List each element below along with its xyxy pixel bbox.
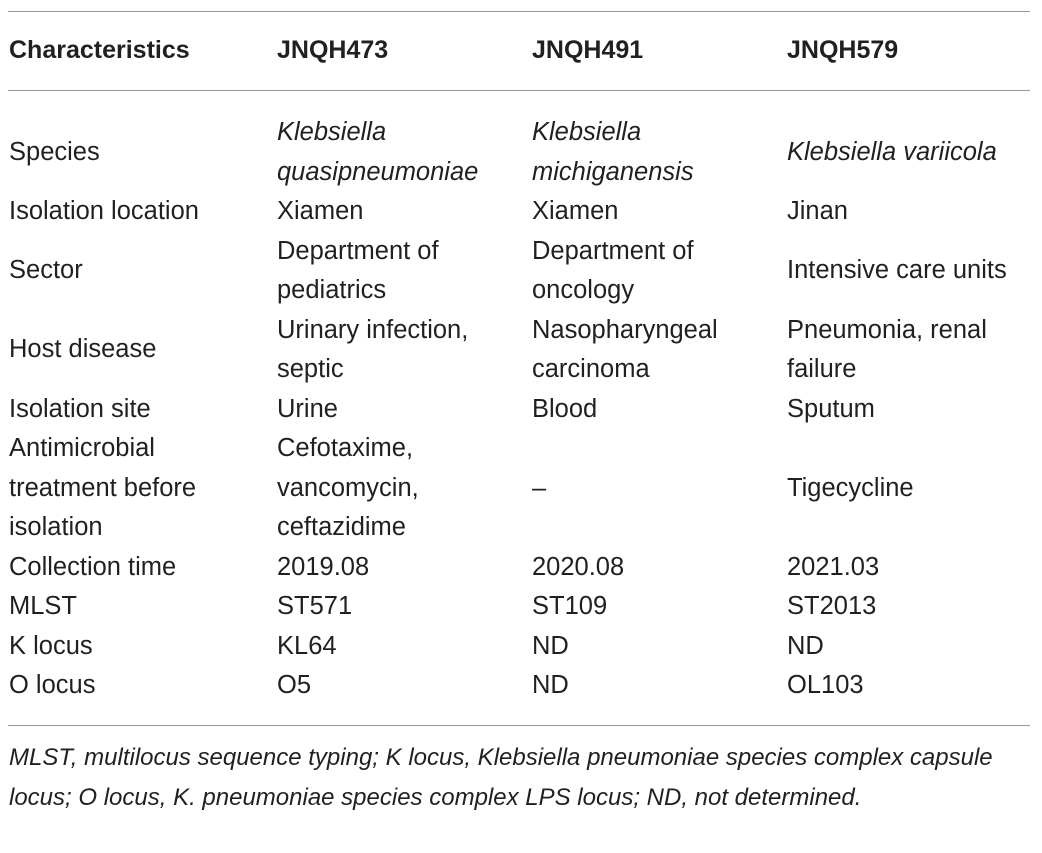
cell-text: OL103 xyxy=(787,671,864,699)
cell-text: O locus xyxy=(9,671,96,699)
cell-text: Blood xyxy=(532,394,598,423)
table-cell xyxy=(787,113,1037,192)
row-label xyxy=(9,548,271,588)
cell-text: 2020.08 xyxy=(532,552,625,581)
cell-text: Jinan xyxy=(787,197,848,225)
cell-text: Xiamen xyxy=(277,197,364,225)
header-jnqh579: JNQH579 xyxy=(787,36,899,64)
table-row xyxy=(0,192,1042,232)
table-cell xyxy=(787,548,1037,588)
cell-text: Tigecycline xyxy=(787,473,914,502)
cell-text: Sector xyxy=(9,256,83,285)
cell-text: ST109 xyxy=(532,592,608,620)
cell-text: ND xyxy=(787,631,824,660)
table-cell xyxy=(532,232,782,311)
cell-text: Host disease xyxy=(9,335,157,364)
cell-text: K locus xyxy=(9,631,93,660)
cell-text: Department of oncology xyxy=(532,236,694,304)
table-cell xyxy=(277,232,527,311)
cell-text: Klebsiella variicola xyxy=(787,137,997,166)
top-rule xyxy=(8,11,1030,12)
cell-text: Department of pediatrics xyxy=(277,236,439,304)
table-cell xyxy=(532,311,782,390)
table-cell xyxy=(787,627,1037,667)
row-label xyxy=(9,390,271,430)
table-cell xyxy=(787,429,1037,548)
header-jnqh491: JNQH491 xyxy=(532,36,644,64)
table-cell xyxy=(532,666,782,706)
cell-text: KL64 xyxy=(277,631,337,660)
cell-text: Urine xyxy=(277,394,338,423)
cell-text: ND xyxy=(532,671,569,699)
cell-text: ND xyxy=(532,631,569,660)
row-label xyxy=(9,113,271,192)
table-row xyxy=(0,429,1042,548)
table-footnote: MLST, multilocus sequence typing; K locus, Klebsiella pneumoniae species complex capsule locus; O locus, K. pneumoniae species complex LPS locus; ND, not determined. xyxy=(9,744,993,811)
bottom-rule xyxy=(8,725,1030,726)
cell-text: ST2013 xyxy=(787,592,877,620)
table-row xyxy=(0,666,1042,706)
table-row xyxy=(0,390,1042,430)
table-row xyxy=(0,113,1042,192)
table-cell xyxy=(532,627,782,667)
table-cell xyxy=(787,390,1037,430)
table-cell xyxy=(532,113,782,192)
cell-text: Isolation site xyxy=(9,394,151,423)
table-cell xyxy=(277,429,527,548)
cell-text: Intensive care units xyxy=(787,256,1007,285)
table-cell xyxy=(787,311,1037,390)
cell-text: Species xyxy=(9,137,100,166)
table-cell xyxy=(277,627,527,667)
table-row xyxy=(0,311,1042,390)
row-label xyxy=(9,627,271,667)
row-label xyxy=(9,587,271,627)
row-label xyxy=(9,429,271,548)
table-cell xyxy=(532,429,782,548)
cell-text: Antimicrobial treatment before isolation xyxy=(9,434,197,541)
cell-text: Urinary infection, septic xyxy=(277,315,469,383)
table-cell xyxy=(277,666,527,706)
cell-text: Xiamen xyxy=(532,197,619,225)
row-label xyxy=(9,192,271,232)
row-label xyxy=(9,311,271,390)
cell-text: Nasopharyngeal carcinoma xyxy=(532,315,718,383)
cell-text: 2019.08 xyxy=(277,552,370,581)
table-cell xyxy=(787,192,1037,232)
table-cell xyxy=(532,390,782,430)
cell-text: MLST xyxy=(9,592,78,620)
table-cell xyxy=(532,192,782,232)
table-cell xyxy=(277,390,527,430)
cell-text: Cefotaxime, vancomycin, ceftazidime xyxy=(277,434,419,541)
table-cell xyxy=(277,587,527,627)
table-cell xyxy=(532,548,782,588)
table-row xyxy=(0,232,1042,311)
row-label xyxy=(9,232,271,311)
table-cell xyxy=(277,113,527,192)
table-row xyxy=(0,548,1042,588)
header-jnqh473: JNQH473 xyxy=(277,36,389,64)
row-label xyxy=(9,666,271,706)
cell-text: – xyxy=(532,473,547,502)
table-cell xyxy=(787,232,1037,311)
cell-text: O5 xyxy=(277,671,312,699)
cell-text: Sputum xyxy=(787,394,875,423)
cell-text: Isolation location xyxy=(9,197,199,225)
cell-text: Collection time xyxy=(9,552,177,581)
header-rule xyxy=(8,90,1030,91)
table-row xyxy=(0,587,1042,627)
table-cell xyxy=(277,311,527,390)
table-cell xyxy=(532,587,782,627)
cell-text: Klebsiella michiganensis xyxy=(532,118,694,186)
table-row xyxy=(0,627,1042,667)
cell-text: 2021.03 xyxy=(787,552,880,581)
table-cell xyxy=(277,192,527,232)
table-cell xyxy=(787,666,1037,706)
cell-text: Klebsiella quasipneumoniae xyxy=(277,118,479,186)
header-characteristics: Characteristics xyxy=(9,36,190,64)
table-cell xyxy=(787,587,1037,627)
cell-text: Pneumonia, renal failure xyxy=(787,315,987,383)
table-header-row xyxy=(0,30,1042,70)
table-cell xyxy=(277,548,527,588)
cell-text: ST571 xyxy=(277,592,353,620)
